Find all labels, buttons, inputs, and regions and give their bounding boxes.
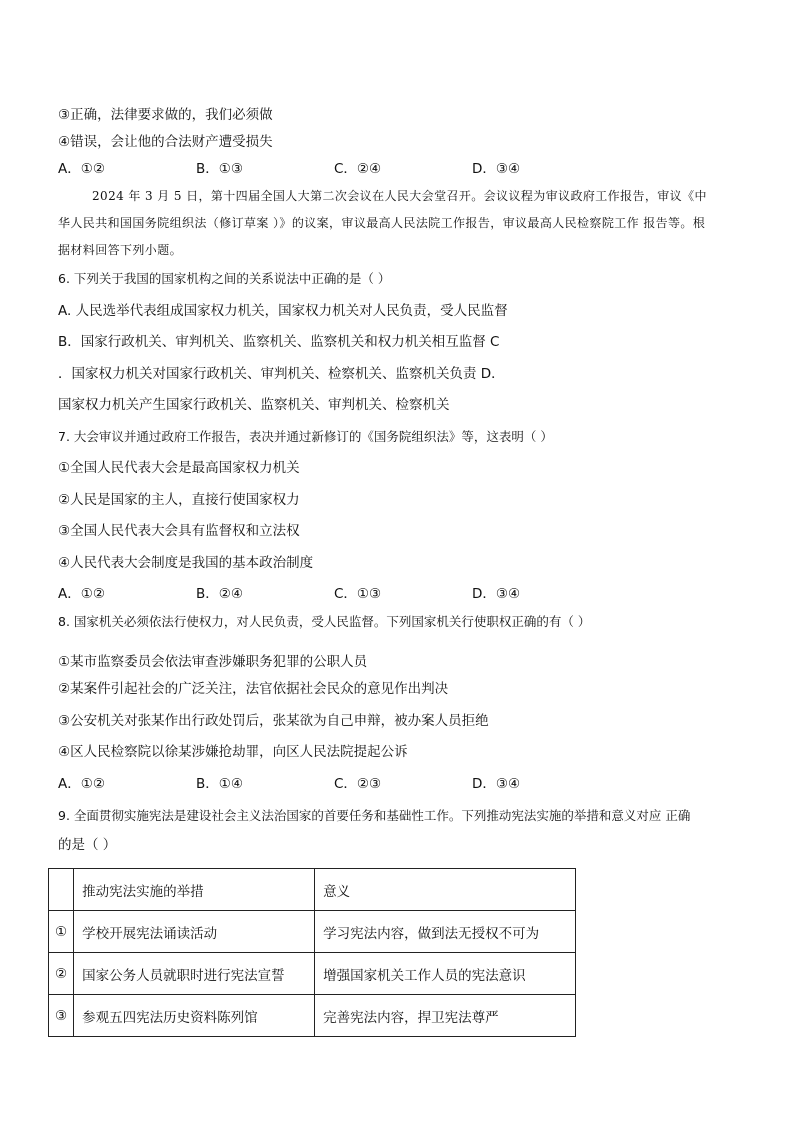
table-header-cell (49, 869, 74, 911)
material-line-2: 华人民共和国国务院组织法（修订草案 ）》的议案，审议最高人民法院工作报告，审议最高人民检察院工作 报告等。根 (58, 216, 706, 230)
q9-stem-line-1: 9. 全面贯彻实施宪法是建设社会主义法治国家的首要任务和基础性工作。下列推动宪法实施的举措和意义对应 正确 (58, 808, 691, 823)
q6-stem: 6. 下列关于我国的国家机构之间的关系说法中正确的是（ ） (58, 271, 391, 286)
q7-option-c: C．①③ (334, 586, 382, 602)
q7-option-a: A．①② (58, 586, 105, 602)
prev-option-c: C．②④ (334, 161, 382, 177)
q8-stem: 8. 国家机关必须依法行使权力，对人民负责，受人民监督。下列国家机关行使职权正确的有（ ） (58, 614, 591, 629)
table-header-cell: 推动宪法实施的举措 (74, 869, 315, 911)
q7-item-2: ②人民是国家的主人，直接行使国家权力 (58, 492, 300, 508)
q8-item-2: ②某案件引起社会的广泛关注，法官依据社会民众的意见作出判决 (58, 681, 449, 697)
q6-line-2: B．国家行政机关、审判机关、监察机关、监察机关和权力机关相互监督 C (58, 334, 500, 350)
table-header-cell: 意义 (315, 869, 576, 911)
table-row (49, 911, 576, 953)
q8-item-4: ④区人民检察院以徐某涉嫌抢劫罪，向区人民法院提起公诉 (58, 744, 408, 760)
table-cell-measure: 国家公务人员就职时进行宪法宣誓 (74, 953, 315, 995)
table-cell-meaning: 完善宪法内容，捍卫宪法尊严 (315, 995, 576, 1037)
q8-item-3: ③公安机关对张某作出行政处罚后，张某欲为自己申辩，被办案人员拒绝 (58, 713, 489, 729)
q8-option-c: C．②③ (334, 776, 382, 792)
q6-line-1: A. 人民选举代表组成国家权力机关，国家权力机关对人民负责，受人民监督 (58, 303, 508, 319)
q9-table (48, 868, 576, 1037)
table-cell-measure: 学校开展宪法诵读活动 (74, 911, 315, 953)
q7-item-3: ③全国人民代表大会具有监督权和立法权 (58, 523, 300, 539)
table-header-row (49, 869, 576, 911)
table-cell-measure: 参观五四宪法历史资料陈列馆 (74, 995, 315, 1037)
table-cell-meaning: 增强国家机关工作人员的宪法意识 (315, 953, 576, 995)
prev-option-a: A．①② (58, 161, 105, 177)
prev-item-4: ④错误，会让他的合法财产遭受损失 (58, 134, 273, 150)
q8-option-d: D．③④ (472, 776, 521, 792)
table-cell-meaning: 学习宪法内容，做到法无授权不可为 (315, 911, 576, 953)
material-line-1: 2024 年 3 月 5 日，第十四届全国人大第二次会议在人民大会堂召开。会议议程为审议政府工作报告，审议《中 (92, 189, 707, 203)
table-row (49, 953, 576, 995)
q6-line-4: 国家权力机关产生国家行政机关、监察机关、审判机关、检察机关 (58, 397, 450, 413)
table-row (49, 995, 576, 1037)
q6-line-3: ．国家权力机关对国家行政机关、审判机关、检察机关、监察机关负责 D． (58, 366, 505, 382)
prev-item-3: ③正确，法律要求做的，我们必须做 (58, 107, 273, 123)
table-cell-index: ① (49, 911, 74, 953)
q7-item-4: ④人民代表大会制度是我国的基本政治制度 (58, 555, 314, 571)
prev-option-b: B．①③ (196, 161, 243, 177)
q7-option-d: D．③④ (472, 586, 521, 602)
q7-item-1: ①全国人民代表大会是最高国家权力机关 (58, 460, 300, 476)
q8-item-1: ①某市监察委员会依法审查涉嫌职务犯罪的公职人员 (58, 654, 368, 670)
material-line-3: 据材料回答下列小题。 (58, 243, 183, 257)
q8-option-b: B．①④ (196, 776, 243, 792)
table-cell-index: ③ (49, 995, 74, 1037)
q7-option-b: B．②④ (196, 586, 243, 602)
q9-stem-line-2: 的是（ ） (58, 837, 117, 853)
prev-option-d: D．③④ (472, 161, 521, 177)
table-cell-index: ② (49, 953, 74, 995)
q7-stem: 7. 大会审议并通过政府工作报告，表决并通过新修订的《国务院组织法》等，这表明（ ） (58, 429, 553, 444)
q8-option-a: A．①② (58, 776, 105, 792)
